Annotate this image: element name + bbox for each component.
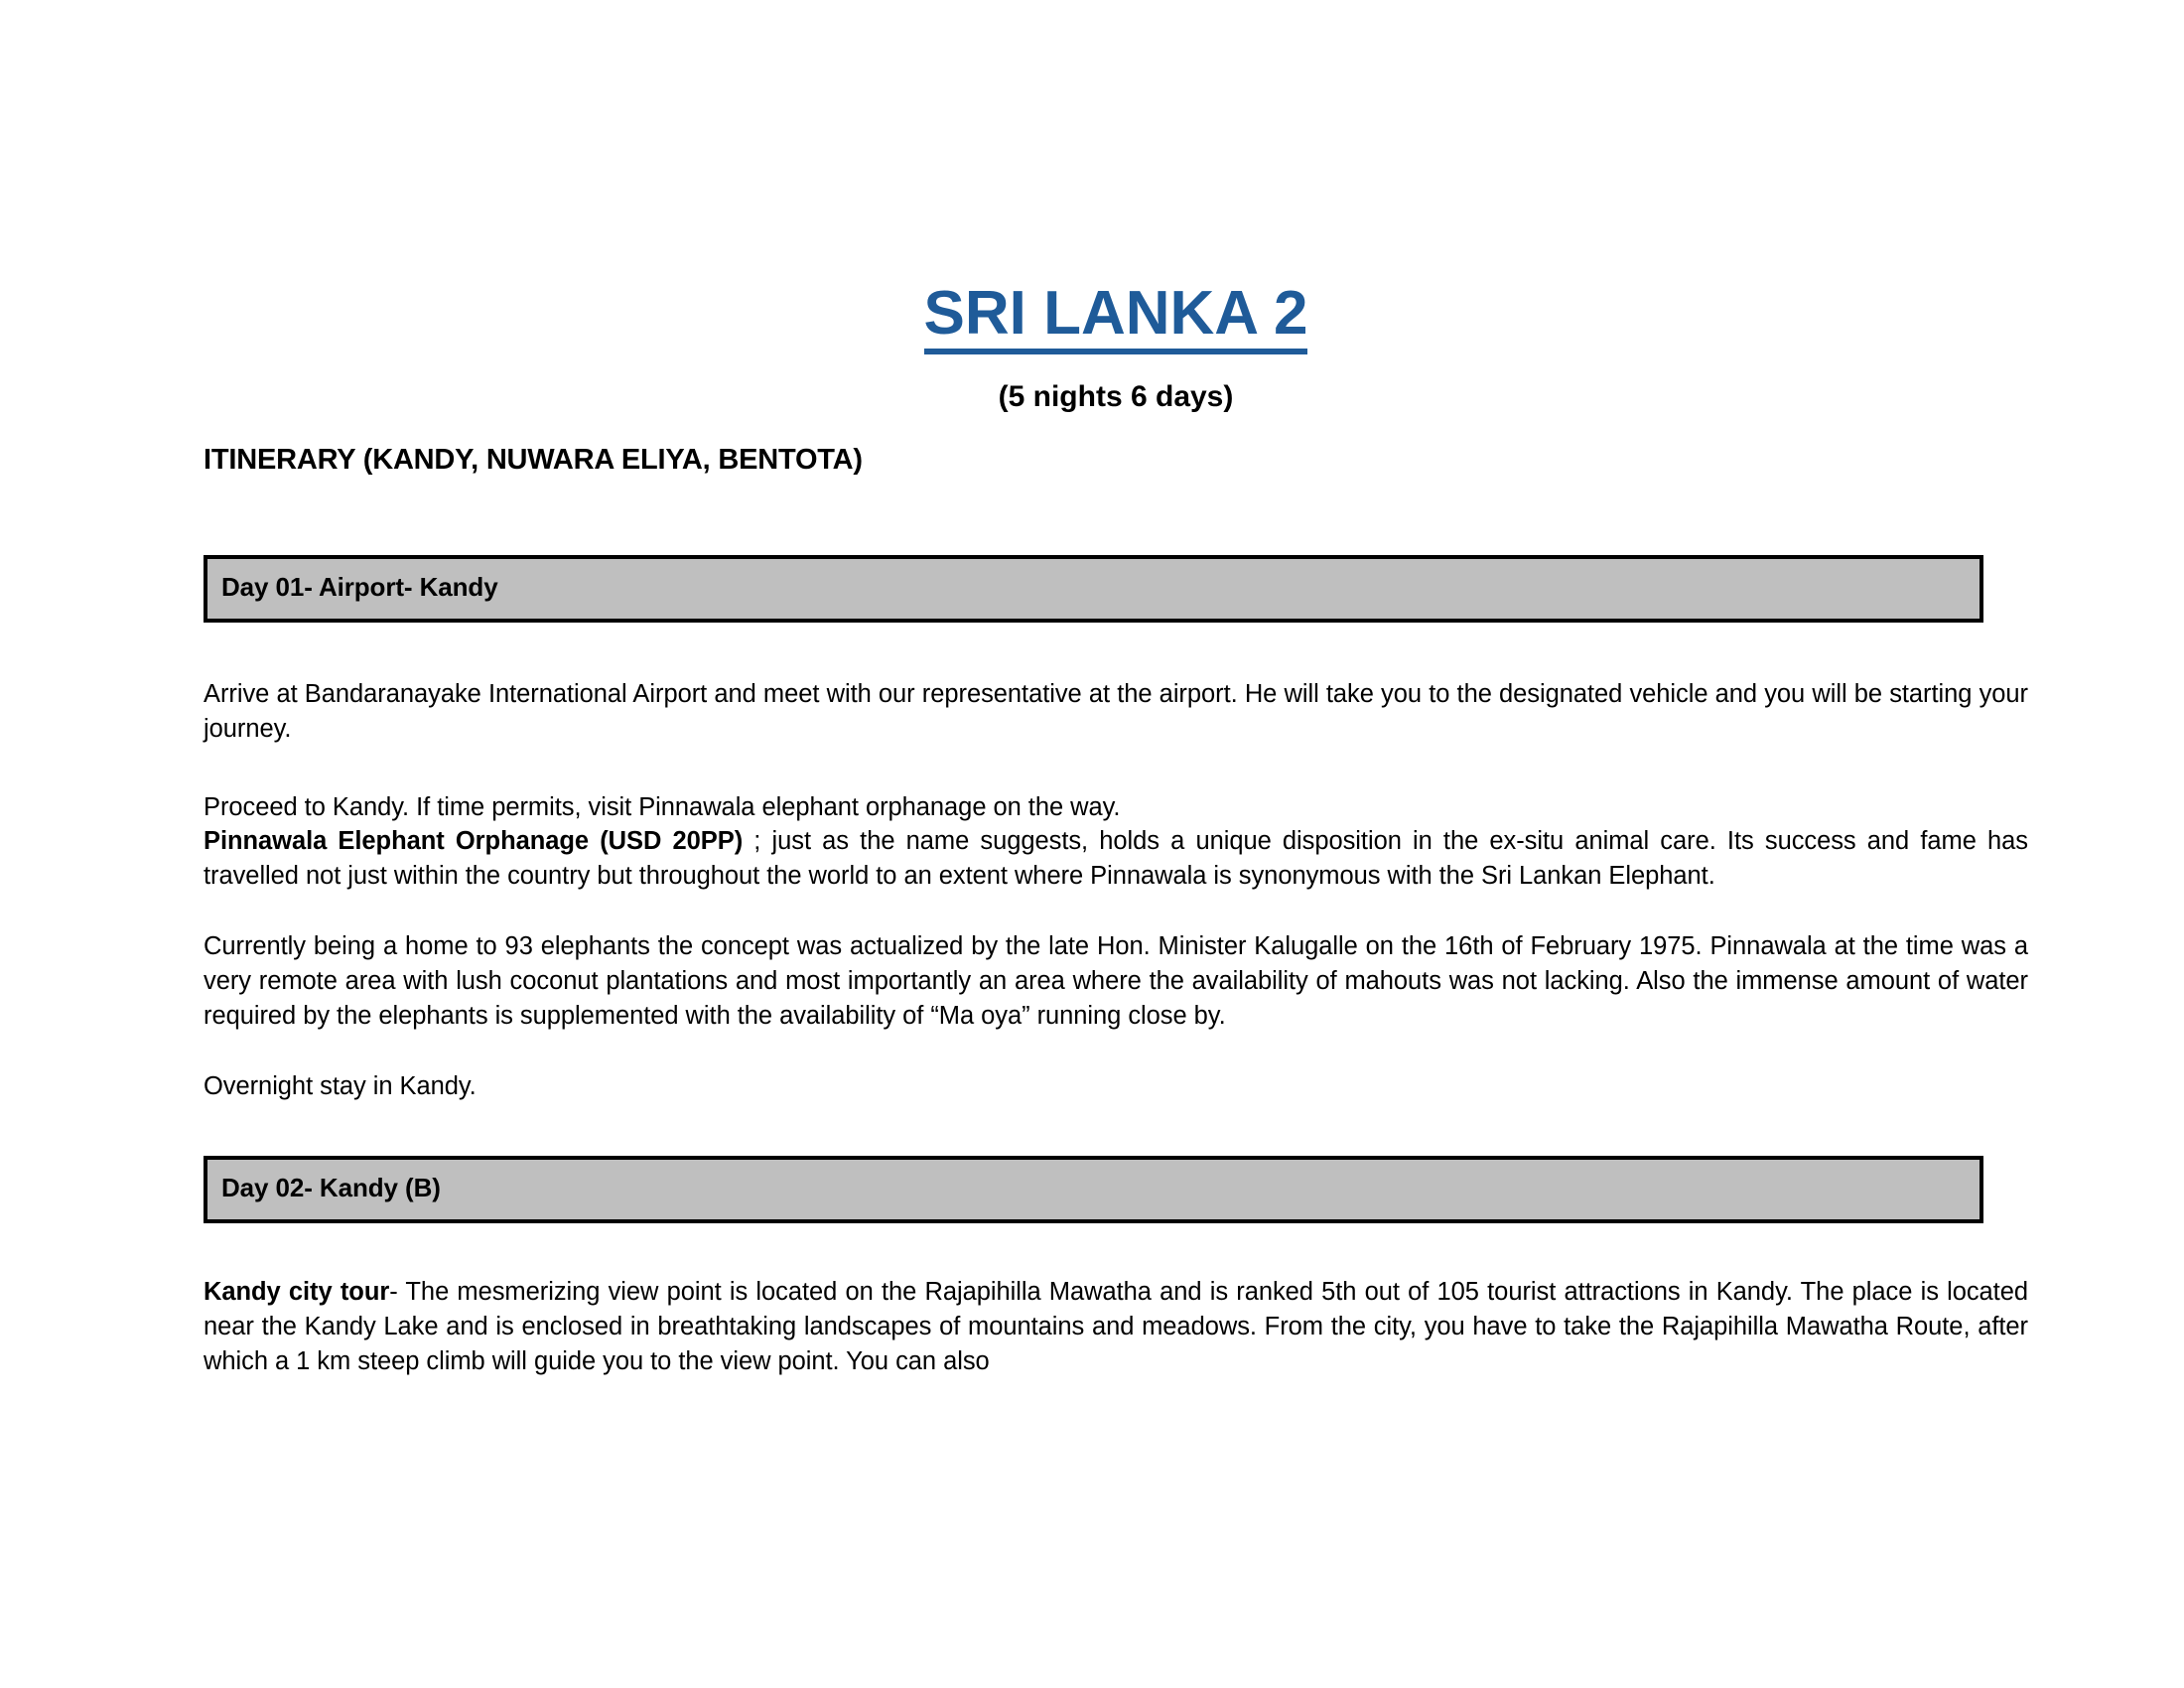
day-01-paragraph-pinnawala	[204, 824, 2028, 894]
pinnawala-bold-lead: Pinnawala Elephant Orphanage (USD 20PP)	[204, 827, 744, 856]
page-subtitle: (5 nights 6 days)	[998, 380, 1234, 413]
spacer	[204, 894, 2028, 929]
day-01-header-label: Day 01- Airport- Kandy	[221, 571, 498, 602]
pinnawala-body: ; just as the name suggests, holds a unique disposition in the ex-situ animal care. Its success and fame has travelled not just within the country but throughout the world to an extent where Pinnawala is synonymous with the Sri Lankan Elephant.	[204, 827, 2028, 891]
day-01-paragraph-history: Currently being a home to 93 elephants the concept was actualized by the late Hon. Minister Kalugalle on the 16th of February 1975. Pinnawala at the time was a very remote area with lush coconut plantations and most importantly an area where the availability of mahouts was not lacking. Also the immense amount of water required by the elephants is supplemented with the availability of “Ma oya” running close by.	[204, 932, 2028, 1031]
kandy-city-tour-bold-lead: Kandy city tour	[204, 1277, 390, 1306]
spacer	[204, 747, 2028, 790]
day-01-paragraph-overnight: Overnight stay in Kandy.	[204, 1072, 477, 1101]
spacer	[204, 1104, 2028, 1156]
spacer	[204, 1034, 2028, 1069]
day-02-header-bar	[204, 1156, 1983, 1223]
day-02-paragraph-city-tour	[204, 1275, 2028, 1379]
day-01-paragraph-proceed: Proceed to Kandy. If time permits, visit Pinnawala elephant orphanage on the way.	[204, 792, 1121, 821]
day-01-header-bar	[204, 555, 1983, 623]
page-title	[204, 0, 2028, 354]
spacer	[204, 1223, 2028, 1275]
day-01-paragraph-arrival: Arrive at Bandaranayake International Airport and meet with our representative at the airport. He will take you to the designated vehicle and you will be starting your journey.	[204, 679, 2028, 743]
spacer	[204, 623, 2028, 677]
page-title-text: SRI LANKA 2	[924, 283, 1308, 354]
day-02-header-label: Day 02- Kandy (B)	[221, 1172, 441, 1202]
itinerary-heading: ITINERARY (KANDY, NUWARA ELIYA, BENTOTA)	[204, 444, 863, 476]
kandy-city-tour-body: - The mesmerizing view point is located on the Rajapihilla Mawatha and is ranked 5th out of 105 tourist attractions in Kandy. The place is located near the Kandy Lake and is enclosed in breathtaking landscapes of mountains and meadows. From the city, you have to take the Rajapihilla Mawatha Route, after which a 1 km steep climb will guide you to the view point. You can also	[204, 1277, 2028, 1375]
spacer	[204, 478, 2028, 555]
document-content-column	[204, 0, 2028, 1379]
